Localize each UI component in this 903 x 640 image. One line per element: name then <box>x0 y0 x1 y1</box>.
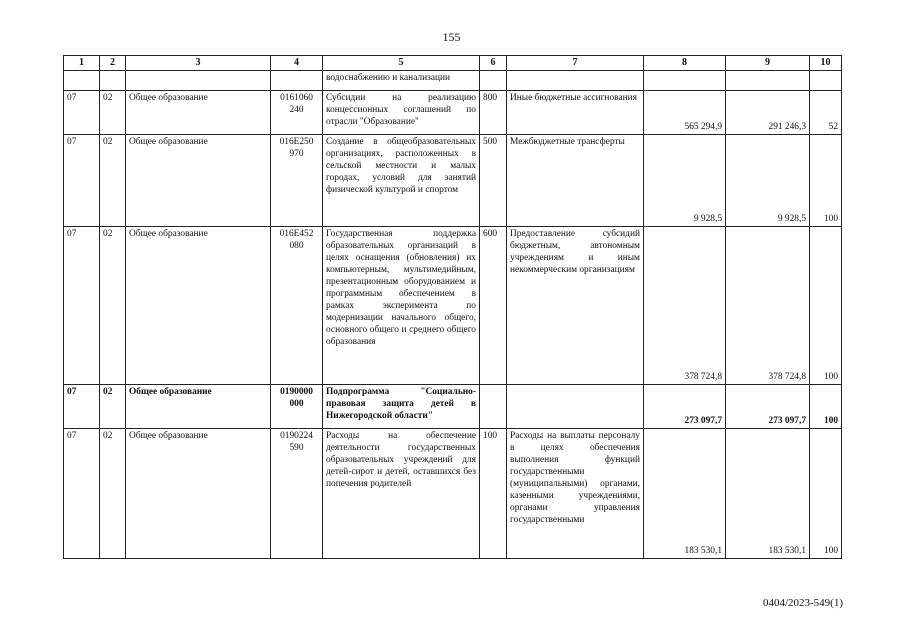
actual-amount: 9 928,5 <box>726 135 810 227</box>
section-code: 07 <box>64 135 100 227</box>
actual-amount: 291 246,3 <box>726 91 810 135</box>
header-cell: 7 <box>507 56 644 71</box>
target-article-code: 016E452 080 <box>271 227 323 385</box>
expense-type-name: Иные бюджетные ассигнования <box>507 91 644 135</box>
continuation-row <box>64 71 842 91</box>
actual-amount: 273 097,7 <box>726 385 810 429</box>
header-cell: 5 <box>323 56 480 71</box>
expense-name: Расходы на обеспечение деятельности государственных образовательных учреждений для детей-сирот и детей, оставшихся без попечения родителей <box>323 429 480 559</box>
table-row-subprogram <box>64 385 842 429</box>
subsection-code: 02 <box>100 135 126 227</box>
header-row <box>64 56 842 71</box>
actual-amount: 378 724,8 <box>726 227 810 385</box>
header-cell: 10 <box>810 56 842 71</box>
section-code: 07 <box>64 385 100 429</box>
expense-name: Государственная поддержка образовательных организаций в целях оснащения (обновления) их компьютерным, мультимедийным, презентационным оборудованием и программным обеспечением в рамках эксперимента по модернизации начального общего, основного общего и среднего общего образования <box>323 227 480 385</box>
budget-table <box>63 55 842 559</box>
expense-type-name: Межбюджетные трансферты <box>507 135 644 227</box>
target-article-code: 016E250 970 <box>271 135 323 227</box>
actual-amount: 183 530,1 <box>726 429 810 559</box>
section-code: 07 <box>64 429 100 559</box>
document-code: 0404/2023-549(1) <box>762 597 843 609</box>
section-name: Общее образование <box>126 91 271 135</box>
page-number: 155 <box>442 30 461 44</box>
section-name: Общее образование <box>126 385 271 429</box>
table-row <box>64 91 842 135</box>
target-article-code: 0190000 000 <box>271 385 323 429</box>
planned-amount: 9 928,5 <box>644 135 726 227</box>
header-cell: 2 <box>100 56 126 71</box>
execution-percent: 52 <box>810 91 842 135</box>
execution-percent: 100 <box>810 385 842 429</box>
execution-percent: 100 <box>810 227 842 385</box>
execution-percent: 100 <box>810 429 842 559</box>
subsection-code: 02 <box>100 429 126 559</box>
header-cell: 1 <box>64 56 100 71</box>
header-cell: 8 <box>644 56 726 71</box>
expense-type-code: 600 <box>480 227 507 385</box>
subsection-code: 02 <box>100 91 126 135</box>
section-name: Общее образование <box>126 429 271 559</box>
expense-type-code <box>480 385 507 429</box>
subsection-code: 02 <box>100 385 126 429</box>
expense-type-code: 100 <box>480 429 507 559</box>
continuation-text: водоснабжению и канализации <box>323 71 480 91</box>
target-article-code: 0161060 240 <box>271 91 323 135</box>
expense-name: Субсидии на реализацию концессионных соглашений по отрасли "Образование" <box>323 91 480 135</box>
table-row <box>64 429 842 559</box>
table-row <box>64 135 842 227</box>
planned-amount: 183 530,1 <box>644 429 726 559</box>
section-code: 07 <box>64 91 100 135</box>
section-name: Общее образование <box>126 135 271 227</box>
execution-percent: 100 <box>810 135 842 227</box>
header-cell: 6 <box>480 56 507 71</box>
subsection-code: 02 <box>100 227 126 385</box>
expense-type-name <box>507 385 644 429</box>
section-name: Общее образование <box>126 227 271 385</box>
expense-type-code: 800 <box>480 91 507 135</box>
expense-name: Создание в общеобразовательных организациях, расположенных в сельской местности и малых городах, условий для занятий физической культурой и спортом <box>323 135 480 227</box>
expense-type-name: Предоставление субсидий бюджетным, автономным учреждениям и иным некоммерческим организациям <box>507 227 644 385</box>
table-row <box>64 227 842 385</box>
header-cell: 4 <box>271 56 323 71</box>
header-cell: 9 <box>726 56 810 71</box>
header-cell: 3 <box>126 56 271 71</box>
planned-amount: 273 097,7 <box>644 385 726 429</box>
planned-amount: 565 294,9 <box>644 91 726 135</box>
planned-amount: 378 724,8 <box>644 227 726 385</box>
expense-type-name: Расходы на выплаты персоналу в целях обеспечения выполнения функций государственными (муниципальными) органами, казенными учреждениями, органами управления государственными <box>507 429 644 559</box>
expense-name: Подпрограмма "Социально-правовая защита детей в Нижегородской области" <box>323 385 480 429</box>
target-article-code: 0190224 590 <box>271 429 323 559</box>
section-code: 07 <box>64 227 100 385</box>
expense-type-code: 500 <box>480 135 507 227</box>
